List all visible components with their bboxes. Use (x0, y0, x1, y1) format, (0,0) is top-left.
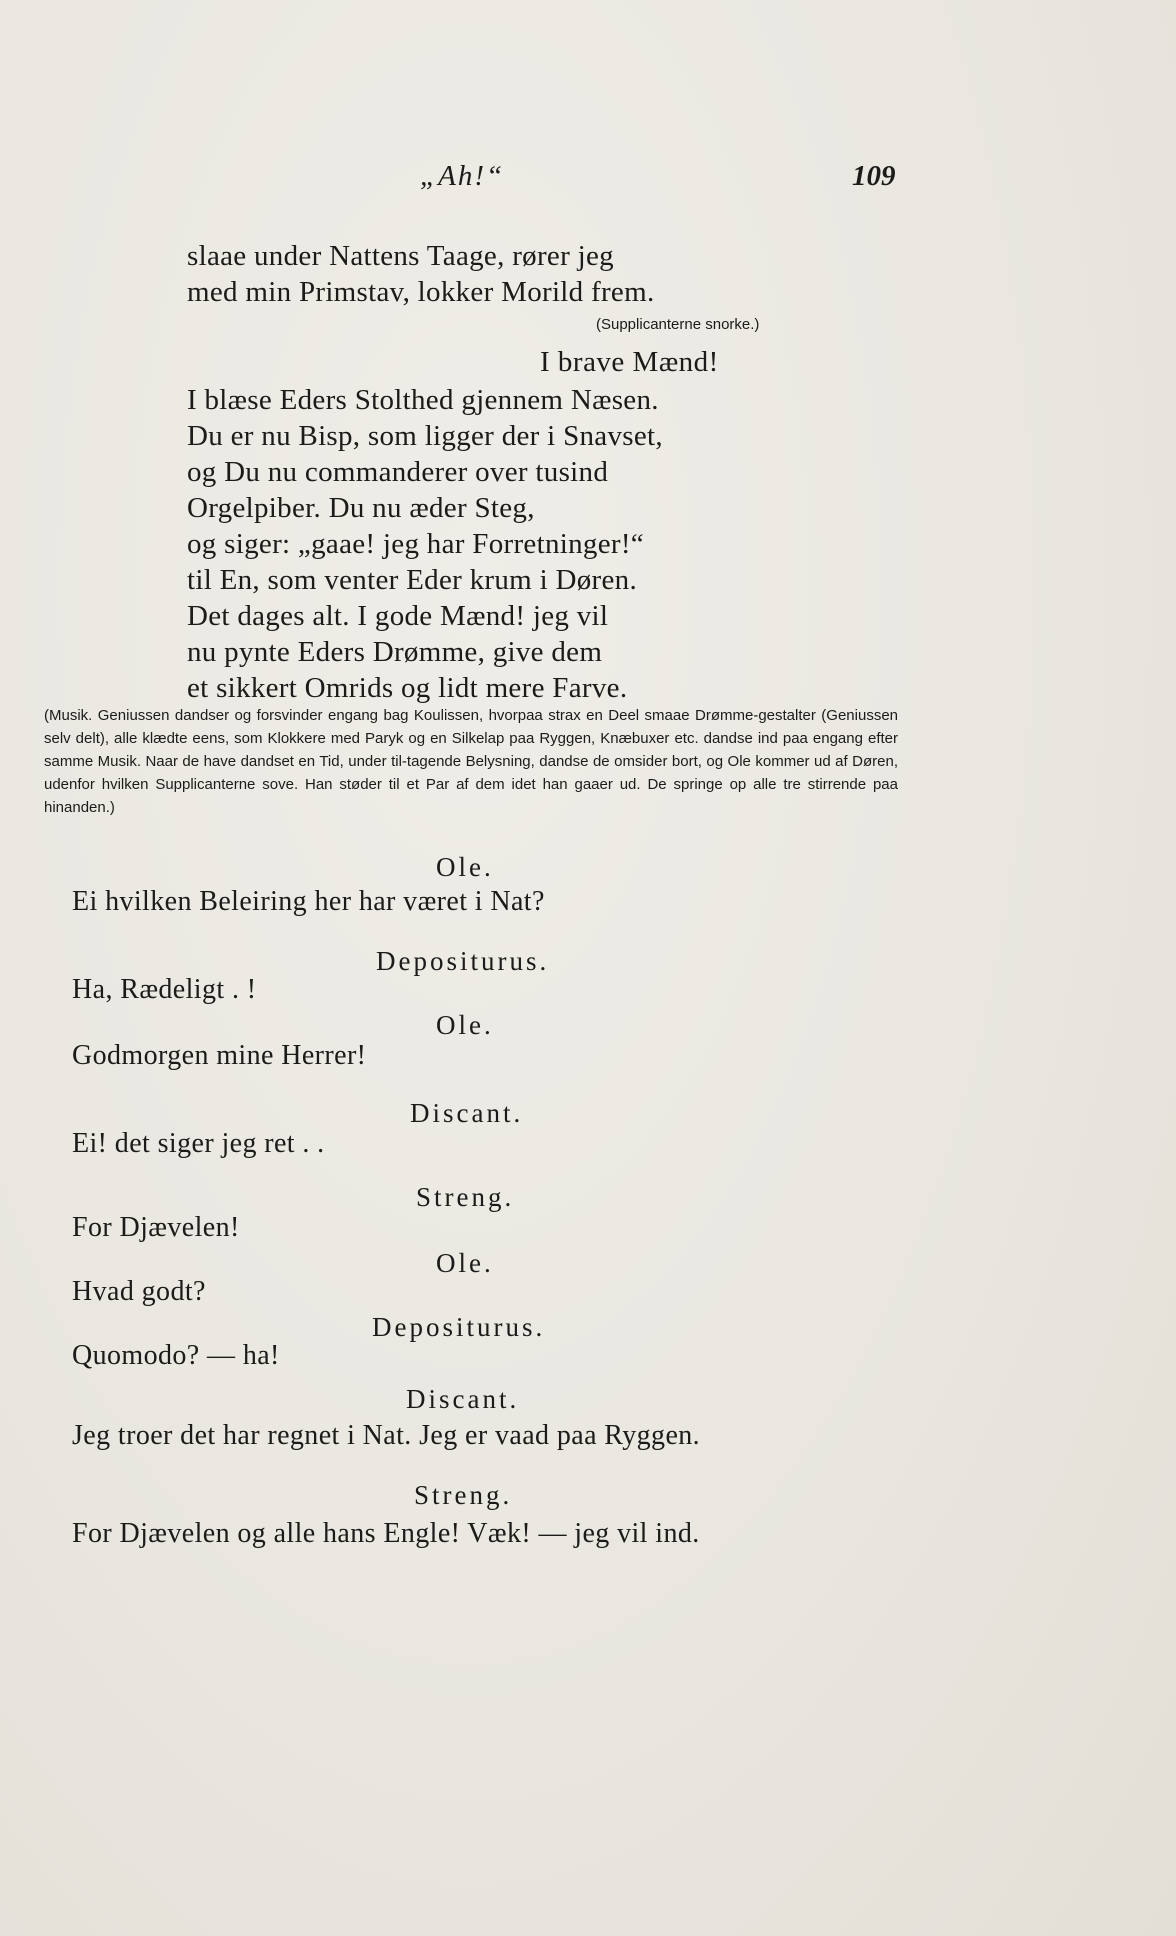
verse-line: Det dages alt. I gode Mænd! jeg vil (187, 600, 609, 632)
speaker-name: Depositurus. (376, 946, 550, 976)
verse-line: et sikkert Omrids og lidt mere Farve. (187, 672, 628, 704)
speech-line: Ei! det siger jeg ret . . (72, 1128, 325, 1159)
verse-block-top (187, 238, 747, 310)
speech-line: Ei hvilken Beleiring her har været i Nat? (72, 886, 545, 917)
speaker-name: Ole. (436, 852, 494, 882)
speaker-name: Ole. (436, 1010, 494, 1040)
speech-line: For Djævelen og alle hans Engle! Væk! — jeg vil ind. (72, 1518, 700, 1549)
verse-line: til En, som venter Eder krum i Døren. (187, 564, 638, 596)
verse-line: slaae under Nattens Taage, rører jeg (187, 240, 614, 272)
speaker-name: Discant. (406, 1384, 520, 1414)
verse-line: I blæse Eders Stolthed gjennem Næsen. (187, 384, 659, 416)
verse-line: Orgelpiber. Du nu æder Steg, (187, 492, 535, 524)
stage-direction-long: (Musik. Geniussen dandser og forsvinder engang bag Koulissen, hvorpaa strax en Deel smaae Drømme-gestalter (Geniussen selv delt), alle klædte eens, som Klokkere med Paryk og en Silkelap paa Ryggen, Knæbuxer etc. dandse ind paa engang efter samme Musik. Naar de have dandset en Tid, under til-tagende Belysning, dandse de omsider bort, og Ole kommer ud af Døren, udenfor hvilken Supplicanterne sove. Han støder til et Par af dem idet han gaaer ud. De springe op alle tre stirrende paa hinanden.) (44, 707, 898, 816)
running-title: „Ah!“ (420, 160, 505, 192)
page-number: 109 (852, 160, 896, 192)
speaker-name: Ole. (436, 1248, 494, 1278)
verse-line: og siger: „gaae! jeg har Forretninger!“ (187, 528, 644, 560)
speaker-name: Discant. (410, 1098, 524, 1128)
speech-line: Jeg troer det har regnet i Nat. Jeg er vaad paa Ryggen. (72, 1420, 701, 1451)
speech-line: Ha, Rædeligt . ! (72, 974, 257, 1005)
speech-line: For Djævelen! (72, 1212, 240, 1243)
page-header (0, 160, 1176, 200)
speaker-name: Streng. (414, 1480, 513, 1510)
verse-block-main (187, 382, 747, 706)
speaker-name: Depositurus. (372, 1312, 546, 1342)
speaker-name: Streng. (416, 1182, 515, 1212)
speech-line: Quomodo? — ha! (72, 1340, 280, 1371)
speech-line: Godmorgen mine Herrer! (72, 1040, 367, 1071)
verse-line-right: I brave Mænd! (540, 346, 719, 378)
verse-line: Du er nu Bisp, som ligger der i Snavset, (187, 420, 663, 452)
verse-line: med min Primstav, lokker Morild frem. (187, 276, 655, 308)
speech-line: Hvad godt? (72, 1276, 206, 1307)
verse-line: og Du nu commanderer over tusind (187, 456, 609, 488)
verse-line: nu pynte Eders Drømme, give dem (187, 636, 603, 668)
stage-direction-short: (Supplicanterne snorke.) (596, 316, 760, 333)
